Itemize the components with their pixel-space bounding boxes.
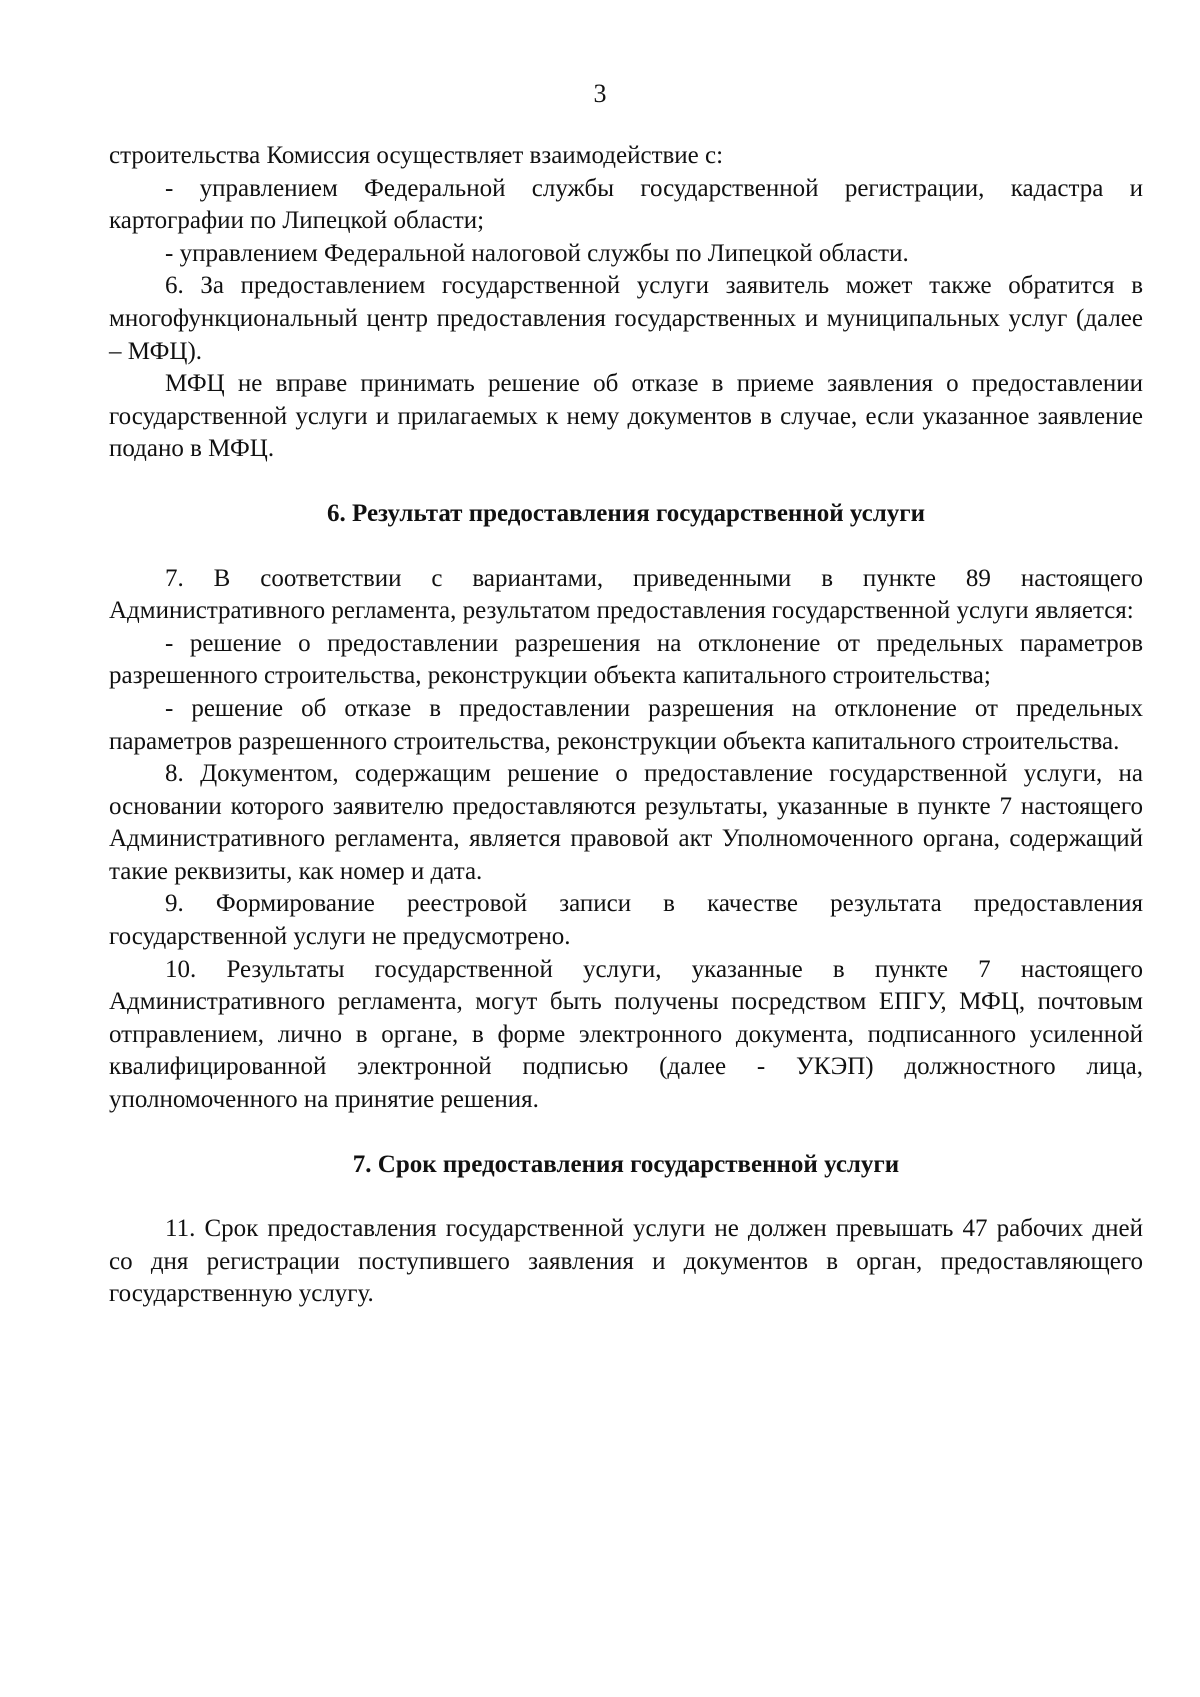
section-heading-7: 7. Срок предоставления государственной услуги — [352, 1150, 900, 1178]
list-item-rosreestr: - управлением Федеральной службы государственной регистрации, кадастра и картографии по Липецкой области; — [109, 174, 1143, 235]
list-item-decision-refusal: - решение об отказе в предоставлении разрешения на отклонение от предельных параметров разрешенного строительства, реконструкции объекта капитального строительства. — [109, 694, 1143, 755]
paragraph-11: 11. Срок предоставления государственной услуги не должен превышать 47 рабочих дней со дня регистрации поступившего заявления и документов в орган, предоставляющего государственную услугу. — [109, 1215, 1143, 1308]
paragraph-9: 9. Формирование реестровой записи в качестве результата предоставления государственной услуги не предусмотрено. — [109, 890, 1143, 951]
paragraph-mfc: МФЦ не вправе принимать решение об отказе в приеме заявления о предоставлении государственной услуги и прилагаемых к нему документов в случае, если указанное заявление подано в МФЦ. — [109, 370, 1143, 463]
page-number: 3 — [593, 79, 607, 108]
list-item-tax-service: - управлением Федеральной налоговой службы по Липецкой области. — [165, 239, 909, 267]
section-heading-6: 6. Результат предоставления государственной услуги — [327, 499, 925, 527]
paragraph-7: 7. В соответствии с вариантами, приведенными в пункте 89 настоящего Административного регламента, результатом предоставления государственной услуги является: — [109, 564, 1143, 625]
paragraph-8: 8. Документом, содержащим решение о предоставление государственной услуги, на основании которого заявителю предоставляются результаты, указанные в пункте 7 настоящего Административного регламента, является правовой акт Уполномоченного органа, содержащий такие реквизиты, как номер и дата. — [109, 760, 1143, 885]
document-body — [109, 140, 1143, 1311]
paragraph-continuation: строительства Комиссия осуществляет взаимодействие с: — [109, 142, 724, 169]
paragraph-6: 6. За предоставлением государственной услуги заявитель может также обратится в многофункциональный центр предоставления государственных и муниципальных услуг (далее – МФЦ). — [109, 272, 1143, 365]
list-item-decision-grant: - решение о предоставлении разрешения на отклонение от предельных параметров разрешенного строительства, реконструкции объекта капитального строительства; — [109, 629, 1143, 690]
paragraph-10: 10. Результаты государственной услуги, указанные в пункте 7 настоящего Административного регламента, могут быть получены посредством ЕПГУ, МФЦ, почтовым отправлением, лично в органе, в форме электронного документа, подписанного усиленной квалифицированной электронной подписью (далее - УКЭП) должностного лица, уполномоченного на принятие решения. — [109, 955, 1143, 1114]
